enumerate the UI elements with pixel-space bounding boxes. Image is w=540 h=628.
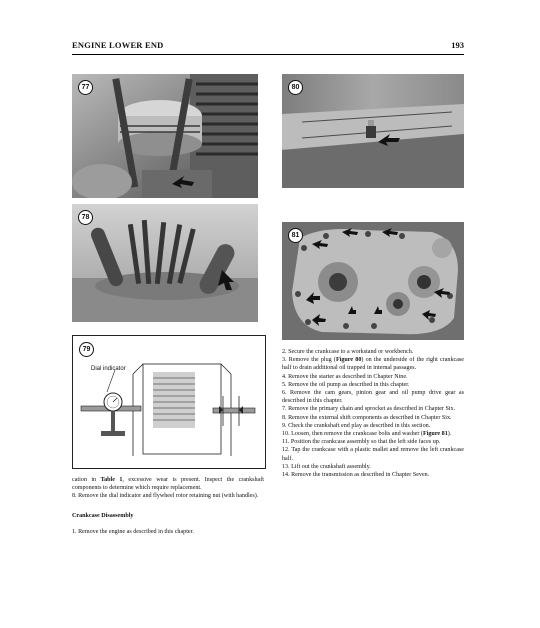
figure-80-badge: 80 bbox=[288, 80, 303, 95]
step-14: 14. Remove the transmission as described in Chapter Seven. bbox=[282, 472, 430, 479]
running-header bbox=[72, 40, 464, 54]
figure-81-photo bbox=[282, 222, 464, 340]
paragraph-inspection: cation in Table 1, excessive wear is present. Inspect the crankshaft components to determine which require replacement. bbox=[72, 477, 264, 492]
right-column-text bbox=[282, 348, 464, 479]
figure-79-badge: 79 bbox=[79, 342, 94, 357]
header-rule bbox=[72, 54, 464, 55]
engine-cylinder-illustration bbox=[72, 74, 258, 198]
section-heading: Crankcase Disassembly bbox=[72, 512, 134, 519]
step-12: 12. Tap the crankcase with a plastic mallet and remove the left crankcase half. bbox=[282, 447, 464, 462]
figure-78-photo bbox=[72, 204, 258, 322]
step-4: 4. Remove the starter as described in Chapter Nine. bbox=[282, 373, 408, 380]
step-11: 11. Position the crankcase assembly so that the left side faces up. bbox=[282, 439, 441, 446]
figure-77-badge: 77 bbox=[78, 80, 93, 95]
crankcase-underside-illustration bbox=[282, 74, 464, 188]
step-5: 5. Remove the oil pump as described in this chapter. bbox=[282, 381, 410, 388]
step-8-left: 8. Remove the dial indicator and flywheel rotor retaining nut (with handles). bbox=[72, 493, 259, 500]
dial-indicator-drawing bbox=[73, 336, 265, 468]
step-3: 3. Remove the plug (Figure 80) on the underside of the right crankcase half to drain additional oil trapped in internal passages. bbox=[282, 357, 464, 372]
step-7: 7. Remove the primary chain and sprocket as described in Chapter Six. bbox=[282, 406, 456, 413]
step-13: 13. Lift out the crankshaft assembly. bbox=[282, 463, 371, 470]
dial-indicator-callout: Dial indicator bbox=[91, 366, 126, 372]
figure-77-photo bbox=[72, 74, 258, 198]
engine-cases-illustration bbox=[72, 204, 258, 322]
step-6: 6. Remove the cam gears, pinion gear and oil pump drive gear as described in this chapter. bbox=[282, 390, 464, 405]
page-number: 193 bbox=[451, 40, 464, 50]
crankcase-bolts-illustration bbox=[282, 222, 464, 340]
figure-80-photo bbox=[282, 74, 464, 188]
step-10: 10. Loosen, then remove the crankcase bolts and washer (Figure 81). bbox=[282, 431, 452, 438]
step-1: 1. Remove the engine as described in this chapter. bbox=[72, 528, 194, 535]
chapter-title: ENGINE LOWER END bbox=[72, 40, 164, 50]
figure-81-badge: 81 bbox=[288, 228, 303, 243]
figure-78-badge: 78 bbox=[78, 210, 93, 225]
step-2: 2. Secure the crankcase to a workstand or workbench. bbox=[282, 349, 414, 355]
step-8-right: 8. Remove the external shift components as described in Chapter Six. bbox=[282, 414, 452, 421]
figure-79-diagram bbox=[72, 335, 266, 469]
step-9: 9. Check the crankshaft end play as described in this section. bbox=[282, 422, 431, 429]
left-column-text bbox=[72, 476, 264, 536]
